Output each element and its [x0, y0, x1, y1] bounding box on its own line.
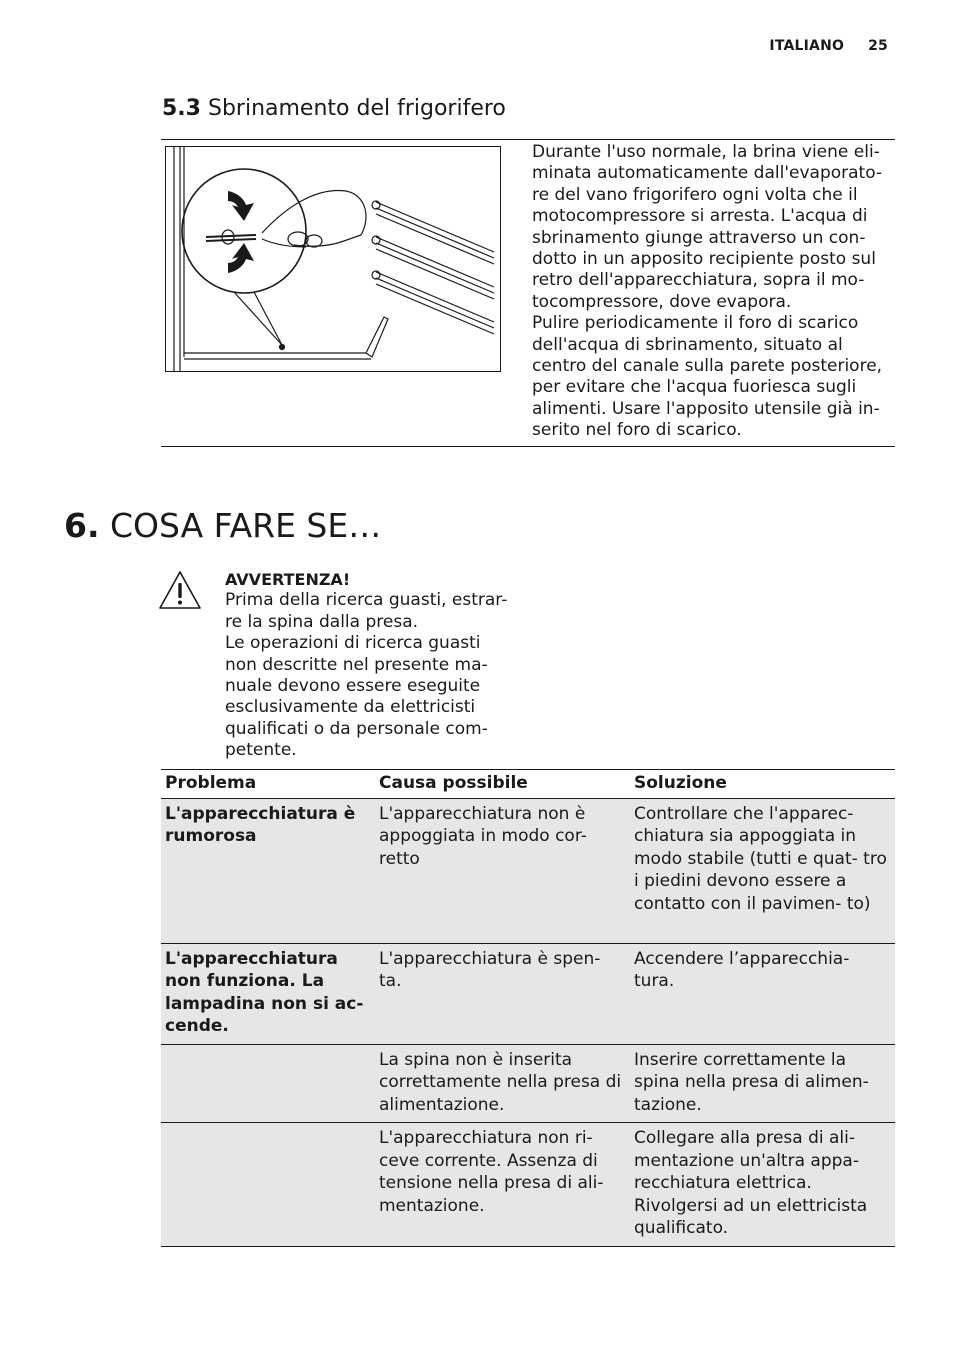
column-header: Soluzione [630, 770, 895, 799]
section-number: 5.3 [162, 96, 201, 121]
warning-triangle-icon [158, 570, 202, 610]
section-title-text: Sbrinamento del frigorifero [207, 96, 506, 121]
table-header-row [161, 770, 895, 799]
chapter-title-text: COSA FARE SE… [110, 506, 382, 545]
defrost-paragraph: Durante l'uso normale, la brina viene eli- minata automaticamente dall'evaporato- re del vano frigorifero ogni volta che il motocompressore si arresta. L'acqua di sbrinamento giunge attraverso un con- dotto in un apposito recipiente posto sul retro dell'apparecchiatura, sopra il mo- tocompressore, dove evapora. [532, 142, 883, 312]
chapter-number: 6. [64, 506, 100, 545]
header-language: ITALIANO [769, 38, 845, 54]
section-bottom-rule [161, 446, 895, 447]
cause-cell: L'apparecchiatura non ri- ceve corrente. Assenza di tensione nella presa di ali- mentazione. [375, 1123, 630, 1247]
table-row [161, 1044, 895, 1123]
warning-paragraph: Prima della ricerca guasti, estrar- re la spina dalla presa. [225, 590, 508, 632]
solution-cell: Accendere l’apparecchia- tura. [630, 943, 895, 1044]
warning-box [225, 569, 515, 762]
problem-cell [161, 1123, 375, 1247]
defrost-drawing [166, 147, 500, 371]
warning-title: AVVERTENZA! [225, 570, 351, 589]
column-header: Problema [161, 770, 375, 799]
solution-cell: Controllare che l'apparec- chiatura sia appoggiata in modo stabile (tutti e quat- tro i piedini devono essere a contatto con il pavimen- to) [630, 798, 895, 943]
column-header: Causa possibile [375, 770, 630, 799]
page-header [769, 38, 888, 54]
cause-cell: La spina non è inserita correttamente nella presa di alimentazione. [375, 1044, 630, 1123]
solution-cell: Collegare alla presa di ali- mentazione un'altra appa- recchiatura elettrica. Rivolgersi ad un elettricista qualificato. [630, 1123, 895, 1247]
table-row [161, 798, 895, 943]
warning-paragraph: Le operazioni di ricerca guasti non descritte nel presente ma- nuale devono essere eseguite esclusivamente da elettricisti qualificati o da personale com- petente. [225, 633, 488, 761]
chapter-title [64, 506, 381, 545]
defrost-illustration [165, 146, 501, 372]
cause-cell: L'apparecchiatura non è appoggiata in modo cor- retto [375, 798, 630, 943]
solution-cell: Inserire correttamente la spina nella presa di alimen- tazione. [630, 1044, 895, 1123]
problem-cell [161, 1044, 375, 1123]
section-top-rule [161, 139, 895, 140]
cause-cell: L'apparecchiatura è spen- ta. [375, 943, 630, 1044]
problem-cell: L'apparecchiatura non funziona. La lampadina non si ac- cende. [161, 943, 375, 1044]
problem-cell: L'apparecchiatura è rumorosa [161, 798, 375, 943]
table-row [161, 1123, 895, 1247]
page-number: 25 [868, 38, 888, 54]
table-row [161, 943, 895, 1044]
defrost-paragraph: Pulire periodicamente il foro di scarico dell'acqua di sbrinamento, situato al centro del canale sulla parete posteriore, per evitare che l'acqua fuoriesca sugli alimenti. Usare l'apposito utensile già in- serito nel foro di scarico. [532, 313, 883, 441]
defrost-description [532, 142, 892, 442]
section-title [162, 96, 506, 121]
troubleshooting-table [161, 769, 895, 1247]
